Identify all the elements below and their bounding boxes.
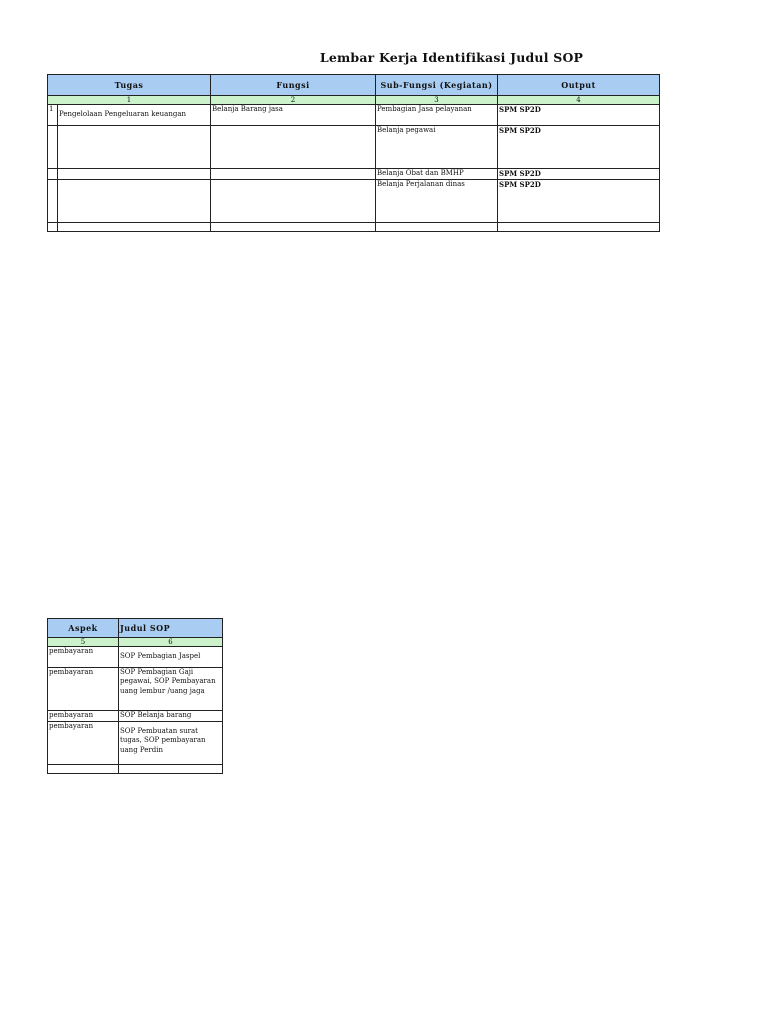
table-row — [48, 647, 223, 668]
column-number: 1 — [48, 96, 211, 105]
column-number: 6 — [119, 638, 223, 647]
empty-cell — [376, 223, 498, 232]
header-fungsi: Fungsi — [211, 75, 376, 96]
empty-cell — [119, 765, 223, 774]
empty-cell — [211, 126, 376, 169]
aspek-cell: pembayaran — [48, 711, 119, 722]
sub-fungsi-cell: Belanja Perjalanan dinas — [376, 180, 498, 223]
output-cell: SPM SP2D — [498, 105, 660, 126]
table-row — [48, 711, 223, 722]
judul-sop-cell: SOP Pembagian Jaspel — [119, 647, 223, 668]
empty-cell — [48, 169, 58, 180]
empty-cell — [48, 180, 58, 223]
empty-cell — [58, 126, 211, 169]
header-output: Output — [498, 75, 660, 96]
column-number: 4 — [498, 96, 660, 105]
empty-cell — [211, 180, 376, 223]
output-cell: SPM SP2D — [498, 169, 660, 180]
column-number-row — [48, 96, 660, 105]
sop-identification-table — [47, 74, 660, 232]
aspek-table — [47, 618, 223, 774]
header-sub-fungsi: Sub-Fungsi (Kegiatan) — [376, 75, 498, 96]
judul-sop-cell: SOP Pembagian Gaji pegawai, SOP Pembayaran uang lembur /uang jaga — [119, 668, 223, 711]
header-aspek: Aspek — [48, 619, 119, 638]
empty-cell — [58, 223, 211, 232]
empty-cell — [211, 169, 376, 180]
fungsi-cell: Belanja Barang jasa — [211, 105, 376, 126]
page-title: Lembar Kerja Identifikasi Judul SOP — [319, 50, 584, 65]
header-row — [48, 75, 660, 96]
aspek-cell: pembayaran — [48, 668, 119, 711]
empty-cell — [498, 223, 660, 232]
column-number-row — [48, 638, 223, 647]
sub-fungsi-cell: Pembagian Jasa pelayanan — [376, 105, 498, 126]
table-row — [48, 722, 223, 765]
header-row — [48, 619, 223, 638]
column-number: 5 — [48, 638, 119, 647]
empty-cell — [58, 169, 211, 180]
empty-cell — [48, 765, 119, 774]
sub-fungsi-cell: Belanja Obat dan BMHP — [376, 169, 498, 180]
aspek-cell: pembayaran — [48, 647, 119, 668]
empty-cell — [48, 223, 58, 232]
column-number: 3 — [376, 96, 498, 105]
judul-sop-cell: SOP Pembuatan surat tugas, SOP pembayaran uang Perdin — [119, 722, 223, 765]
sub-fungsi-cell: Belanja pegawai — [376, 126, 498, 169]
header-judul-sop: Judul SOP — [119, 619, 223, 638]
empty-cell — [211, 223, 376, 232]
output-cell: SPM SP2D — [498, 126, 660, 169]
output-cell: SPM SP2D — [498, 180, 660, 223]
empty-cell — [58, 180, 211, 223]
table-row — [48, 223, 660, 232]
table-row — [48, 169, 660, 180]
header-tugas: Tugas — [48, 75, 211, 96]
judul-sop-cell: SOP Belanja barang — [119, 711, 223, 722]
aspek-cell: pembayaran — [48, 722, 119, 765]
row-number: 1 — [48, 105, 58, 126]
tugas-cell: Pengelolaan Pengeluaran keuangan — [58, 105, 211, 126]
column-number: 2 — [211, 96, 376, 105]
table-row — [48, 668, 223, 711]
table-row — [48, 126, 660, 169]
table-row — [48, 105, 660, 126]
table-row — [48, 180, 660, 223]
empty-cell — [48, 126, 58, 169]
table-row — [48, 765, 223, 774]
